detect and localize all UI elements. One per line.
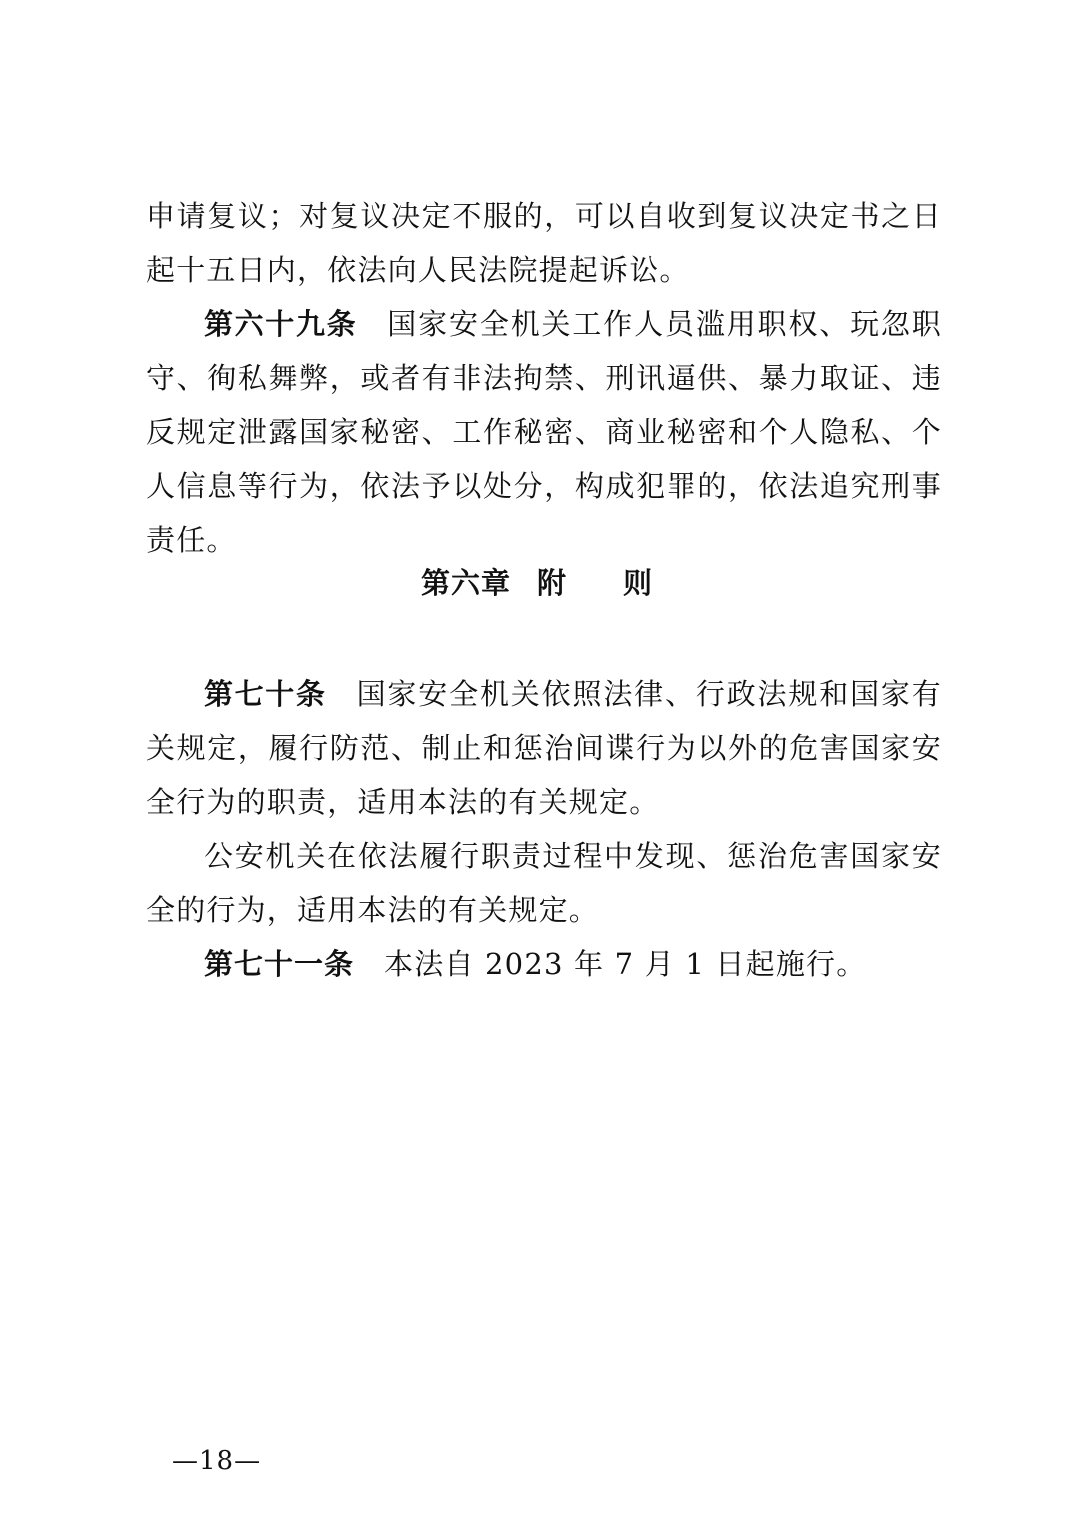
article-69-paragraph: [146, 297, 942, 567]
article-71-number: 第七十一条: [204, 947, 355, 981]
article-71-text: 本法自 2023 年 7 月 1 日起施行。: [384, 947, 867, 981]
article-70-text: 国家安全机关依照法律、行政法规和国家有关规定，履行防范、制止和惩治间谍行为以外的危害国家安全行为的职责，适用本法的有关规定。: [146, 677, 942, 819]
article-71-paragraph: [146, 937, 942, 991]
chapter-title-char-2: 则: [623, 566, 654, 600]
chapter-heading: [0, 556, 1074, 610]
article-70-paragraph-2: [146, 829, 942, 937]
chapter-number: 第六章: [420, 566, 511, 600]
article-69-text: 国家安全机关工作人员滥用职权、玩忽职守、徇私舞弊，或者有非法拘禁、刑讯逼供、暴力取证、违反规定泄露国家秘密、工作秘密、商业秘密和个人隐私、个人信息等行为，依法予以处分，构成犯罪的，依法追究刑事责任。: [146, 307, 942, 557]
article-block-upper: [146, 189, 942, 567]
article-70-paragraph: [146, 667, 942, 829]
article-69-number: 第六十九条: [204, 307, 358, 341]
article-70-text-2: 公安机关在依法履行职责过程中发现、惩治危害国家安全的行为，适用本法的有关规定。: [146, 839, 942, 927]
continuation-paragraph: [146, 189, 942, 297]
article-block-lower: [146, 667, 942, 991]
article-70-number: 第七十条: [204, 677, 327, 711]
page-number: —18—: [172, 1446, 262, 1476]
continuation-text: 申请复议；对复议决定不服的，可以自收到复议决定书之日起十五日内，依法向人民法院提起诉讼。: [146, 199, 942, 287]
chapter-title-char-1: 附: [536, 566, 567, 600]
